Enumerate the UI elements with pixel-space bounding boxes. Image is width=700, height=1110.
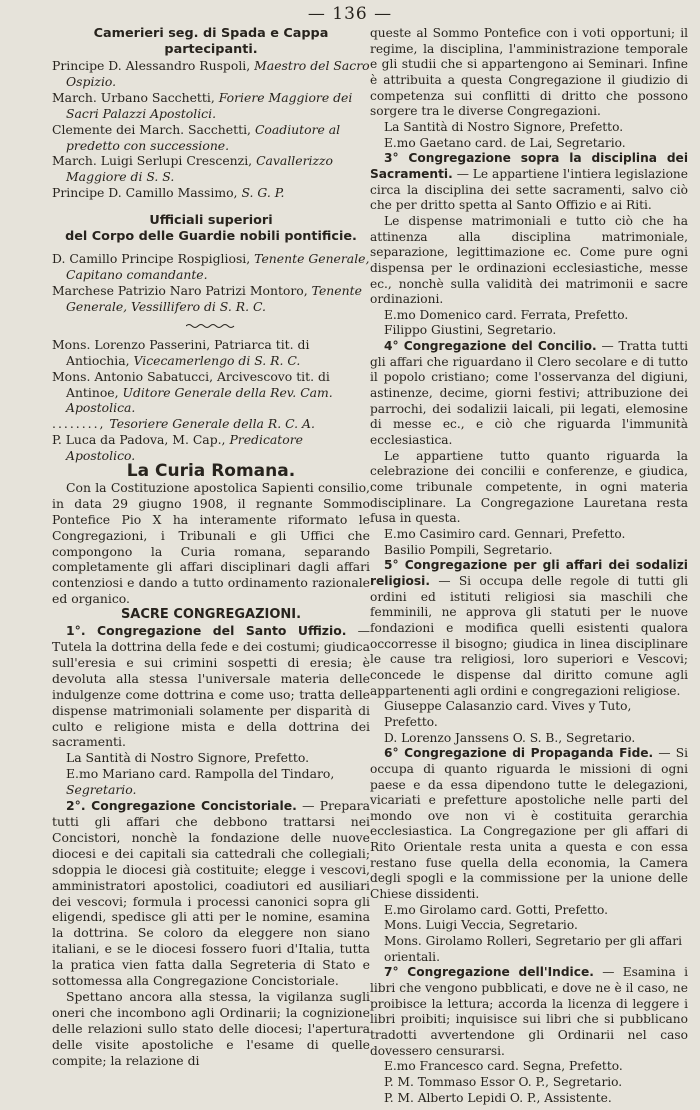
congregation-5: 5° Congregazione per gli affari dei sodalizi religiosi. — Si occupa delle regole di tutti gli ordini ed istituti religiosi sia maschili che femminili, ne approva gli statuti per le nuove fondazioni e modifica quelli esistenti qualora occorresse il bisogno; giudica in linea disciplinare le cause tra religiosi, loro superiori e Vescovi; concede le dispense dal diritto comune agli appartenenti agli ordini e congregazioni religiose.: [370, 558, 689, 698]
camerieri-entry: Principe D. Camillo Massimo, S. G. P.: [52, 185, 285, 201]
congregation-2-cont: Spettano ancora alla stessa, la vigilanza sugli oneri che incombono agli Ordinarii; la cognizione delle relazioni sullo stato delle diocesi; l'apertura delle visite apostoliche e l'esame di quelle compite; la relazione di: [52, 988, 370, 1068]
page-number: — 136 —: [307, 4, 393, 24]
right-column: [370, 26, 688, 1106]
sacre-congregazioni-heading: SACRE CONGREGAZIONI.: [120, 607, 302, 623]
monsignori-entry: P. Luca da Padova, M. Cap., Predicatore Apostolico.: [52, 432, 303, 464]
c2-segretario: E.mo Gaetano card. de Lai, Segretario.: [384, 135, 626, 150]
ufficiali-heading-1: Ufficiali superiori: [149, 213, 273, 229]
c7-prefetto: E.mo Francesco card. Segna, Prefetto.: [384, 1059, 623, 1074]
camerieri-entry: Principe D. Alessandro Ruspoli, Maestro del Sacro Ospizio.: [52, 58, 370, 89]
c3-prefetto: E.mo Domenico card. Ferrata, Prefetto.: [384, 307, 629, 322]
c4-segretario: Basilio Pompili, Segretario.: [384, 542, 553, 557]
c1-prefetto: La Santità di Nostro Signore, Prefetto.: [66, 750, 310, 766]
camerieri-heading: Camerieri seg. di Spada e Cappa partecipanti.: [93, 26, 329, 57]
c5-prefetto: Giuseppe Calasanzio card. Vives y Tuto, Prefetto.: [384, 699, 632, 729]
congregation-2-tail: queste al Sommo Pontefice con i voti opportuni; il regime, la disciplina, l'amministrazione temporale e gli studii che si appartengono ai Seminari. Infine è attribuita a questa Congregazione il giudizio di competenza sui conflitti di dritto che possono sorgere tra le diverse Congregazioni.: [370, 26, 688, 119]
curia-intro: Con la Costituzione apostolica Sapienti consilio, in data 29 giugno 1908, il regnante Sommo Pontefice Pio X ha interamente riformato le Congregazioni, i Tribunali e gli Uffici che compongono la Curia romana, separando completamente gli affari disciplinari dagli affari contenziosi e dando a tutto ordinamento razionale ed organico.: [52, 479, 370, 607]
congregation-2: 2°. Congregazione Concistoriale. — Prepara tutti gli affari che debbono trattarsi nei Concistori, nonchè la fondazione delle nuove diocesi e dei capitali sia cattedrali che collegiali; sdoppia le diocesi già costituite; elegge i vescovi, amministratori apostolici, coadiutori ed ausiliari dei vescovi; formula i processi canonici sopra gli eligendi, spedisce gli atti per le nomine, esamina la dottrina. Se coloro da eleggere non siano italiani, e se le diocesi fossero fuori d'Italia, tutta la pratica vien fatta dalla Segreteria di Stato e sottomessa alla Congregazione Concistoriale.: [52, 798, 370, 989]
ufficiali-entry: D. Camillo Principe Rospigliosi, Tenente Generale, Capitano comandante.: [52, 251, 370, 283]
congregation-3-cont: Le dispense matrimoniali e tutto ciò che ha attinenza alla disciplina matrimoniale, separazione, legittimazione ec. Come pure ogni dispensa per le ordinazioni ecclesiastiche, messe ec., nonchè sulla validità dei matrimonii e sacre ordinazioni.: [370, 213, 688, 307]
left-column: [52, 26, 370, 1068]
c3-segretario: Filippo Giustini, Segretario.: [384, 323, 557, 338]
camerieri-entry: March. Luigi Serlupi Crescenzi, Cavallerizzo Maggiore di S. S.: [52, 153, 333, 185]
c7-assistente: P. M. Alberto Lepidi O. P., Assistente.: [384, 1090, 612, 1105]
c7-segretario: P. M. Tommaso Essor O. P., Segretario.: [384, 1074, 623, 1089]
c4-prefetto: E.mo Casimiro card. Gennari, Prefetto.: [384, 527, 626, 541]
c2-prefetto: La Santità di Nostro Signore, Prefetto.: [384, 119, 624, 134]
c6-prefetto: E.mo Girolamo card. Gotti, Prefetto.: [384, 902, 609, 917]
monsignori-entry: Mons. Lorenzo Passerini, Patriarca tit. di Antiochia, Vicecamerlengo di S. R. C.: [52, 336, 310, 368]
camerieri-entry: Clemente dei March. Sacchetti, Coadiutore al predetto con successione.: [52, 121, 341, 153]
congregation-4-cont: Le appartiene tutto quanto riguarda la celebrazione dei concilii e conferenze, e giudica, come tribunale competente, in ogni materia disciplinare. La Congregazione Lauretana resta fusa in questa.: [370, 448, 688, 526]
congregation-3: 3° Congregazione sopra la disciplina dei Sacramenti. — Le appartiene l'intiera legislazione circa la disciplina dei sette sacramenti, salvo ciò che per dritto spetta al Santo Offizio e ai Riti.: [370, 151, 688, 213]
monsignori-entry: ........, Tesoriere Generale della R. C. A.: [52, 416, 315, 432]
c1-segretario: E.mo Mariano card. Rampolla del Tindaro, Segretario.: [66, 766, 335, 798]
congregation-7: 7° Congregazione dell'Indice. — Esamina i libri che vengono pubblicati, e dove ne è il caso, ne proibisce la lettura; accorda la licenza di leggere i libri proibiti; inquisisce sui libri che si pubblicano tradotti avvertendone gli Ordinarii nel caso dovessero censurarsi.: [370, 965, 688, 1058]
monsignori-entry: Mons. Antonio Sabatucci, Arcivescovo tit. di Antinoe, Uditore Generale della Rev. Cam. Apostolica.: [52, 368, 333, 416]
c6-segretario: Mons. Luigi Veccia, Segretario.: [384, 918, 578, 933]
camerieri-entry: March. Urbano Sacchetti, Foriere Maggiore dei Sacri Palazzi Apostolici.: [52, 89, 353, 121]
ufficiali-entry: Marchese Patrizio Naro Patrizi Montoro, Tenente Generale, Vessillifero di S. R. C.: [52, 282, 362, 314]
congregation-4: 4° Congregazione del Concilio. — Tratta tutti gli affari che riguardano il Clero secolare e di tutto il popolo cristiano; come l'osservanza del digiuni, astinenze, decime, giorni festivi; attribuzione dei parrochi, dei sodalizii laicali, pii legati, elemosine di messe ec., e ciò che riguarda l'immunità ecclesiastica.: [370, 339, 688, 448]
congregation-1: 1°. Congregazione del Santo Uffizio. — Tutela la dottrina della fede e dei costumi; giudica sull'eresia e sui crimini sospetti di eresia; è devoluta alla stessa l'universale materia delle indulgenze come dottrina e come uso; tratta delle dispense matrimoniali solamente per disparità di culto e religione mista e della dottrina dei sacramenti.: [52, 623, 370, 750]
curia-title: La Curia Romana.: [126, 461, 296, 482]
congregation-6: 6° Congregazione di Propaganda Fide. — Si occupa di quanto riguarda le missioni di ogni paese e da essa dipendono tutte le delegazioni, vicariati e prefetture apostoliche nelle parti del mondo ove non vi è costituita gerarchia ecclesiastica. La Congregazione per gli affari di Rito Orientale resta unita a questa e con essa restano fuse quella della economia, la Camera degli spogli e la commissione per la unione delle Chiese dissidenti.: [370, 746, 688, 902]
ufficiali-heading-2: del Corpo delle Guardie nobili pontificie.: [65, 229, 357, 245]
c6-segretario-orientali: Mons. Girolamo Rolleri, Segretario per gli affari orientali.: [384, 934, 682, 964]
wavy-divider-icon: [186, 323, 236, 329]
c5-segretario: D. Lorenzo Janssens O. S. B., Segretario.: [384, 730, 636, 745]
